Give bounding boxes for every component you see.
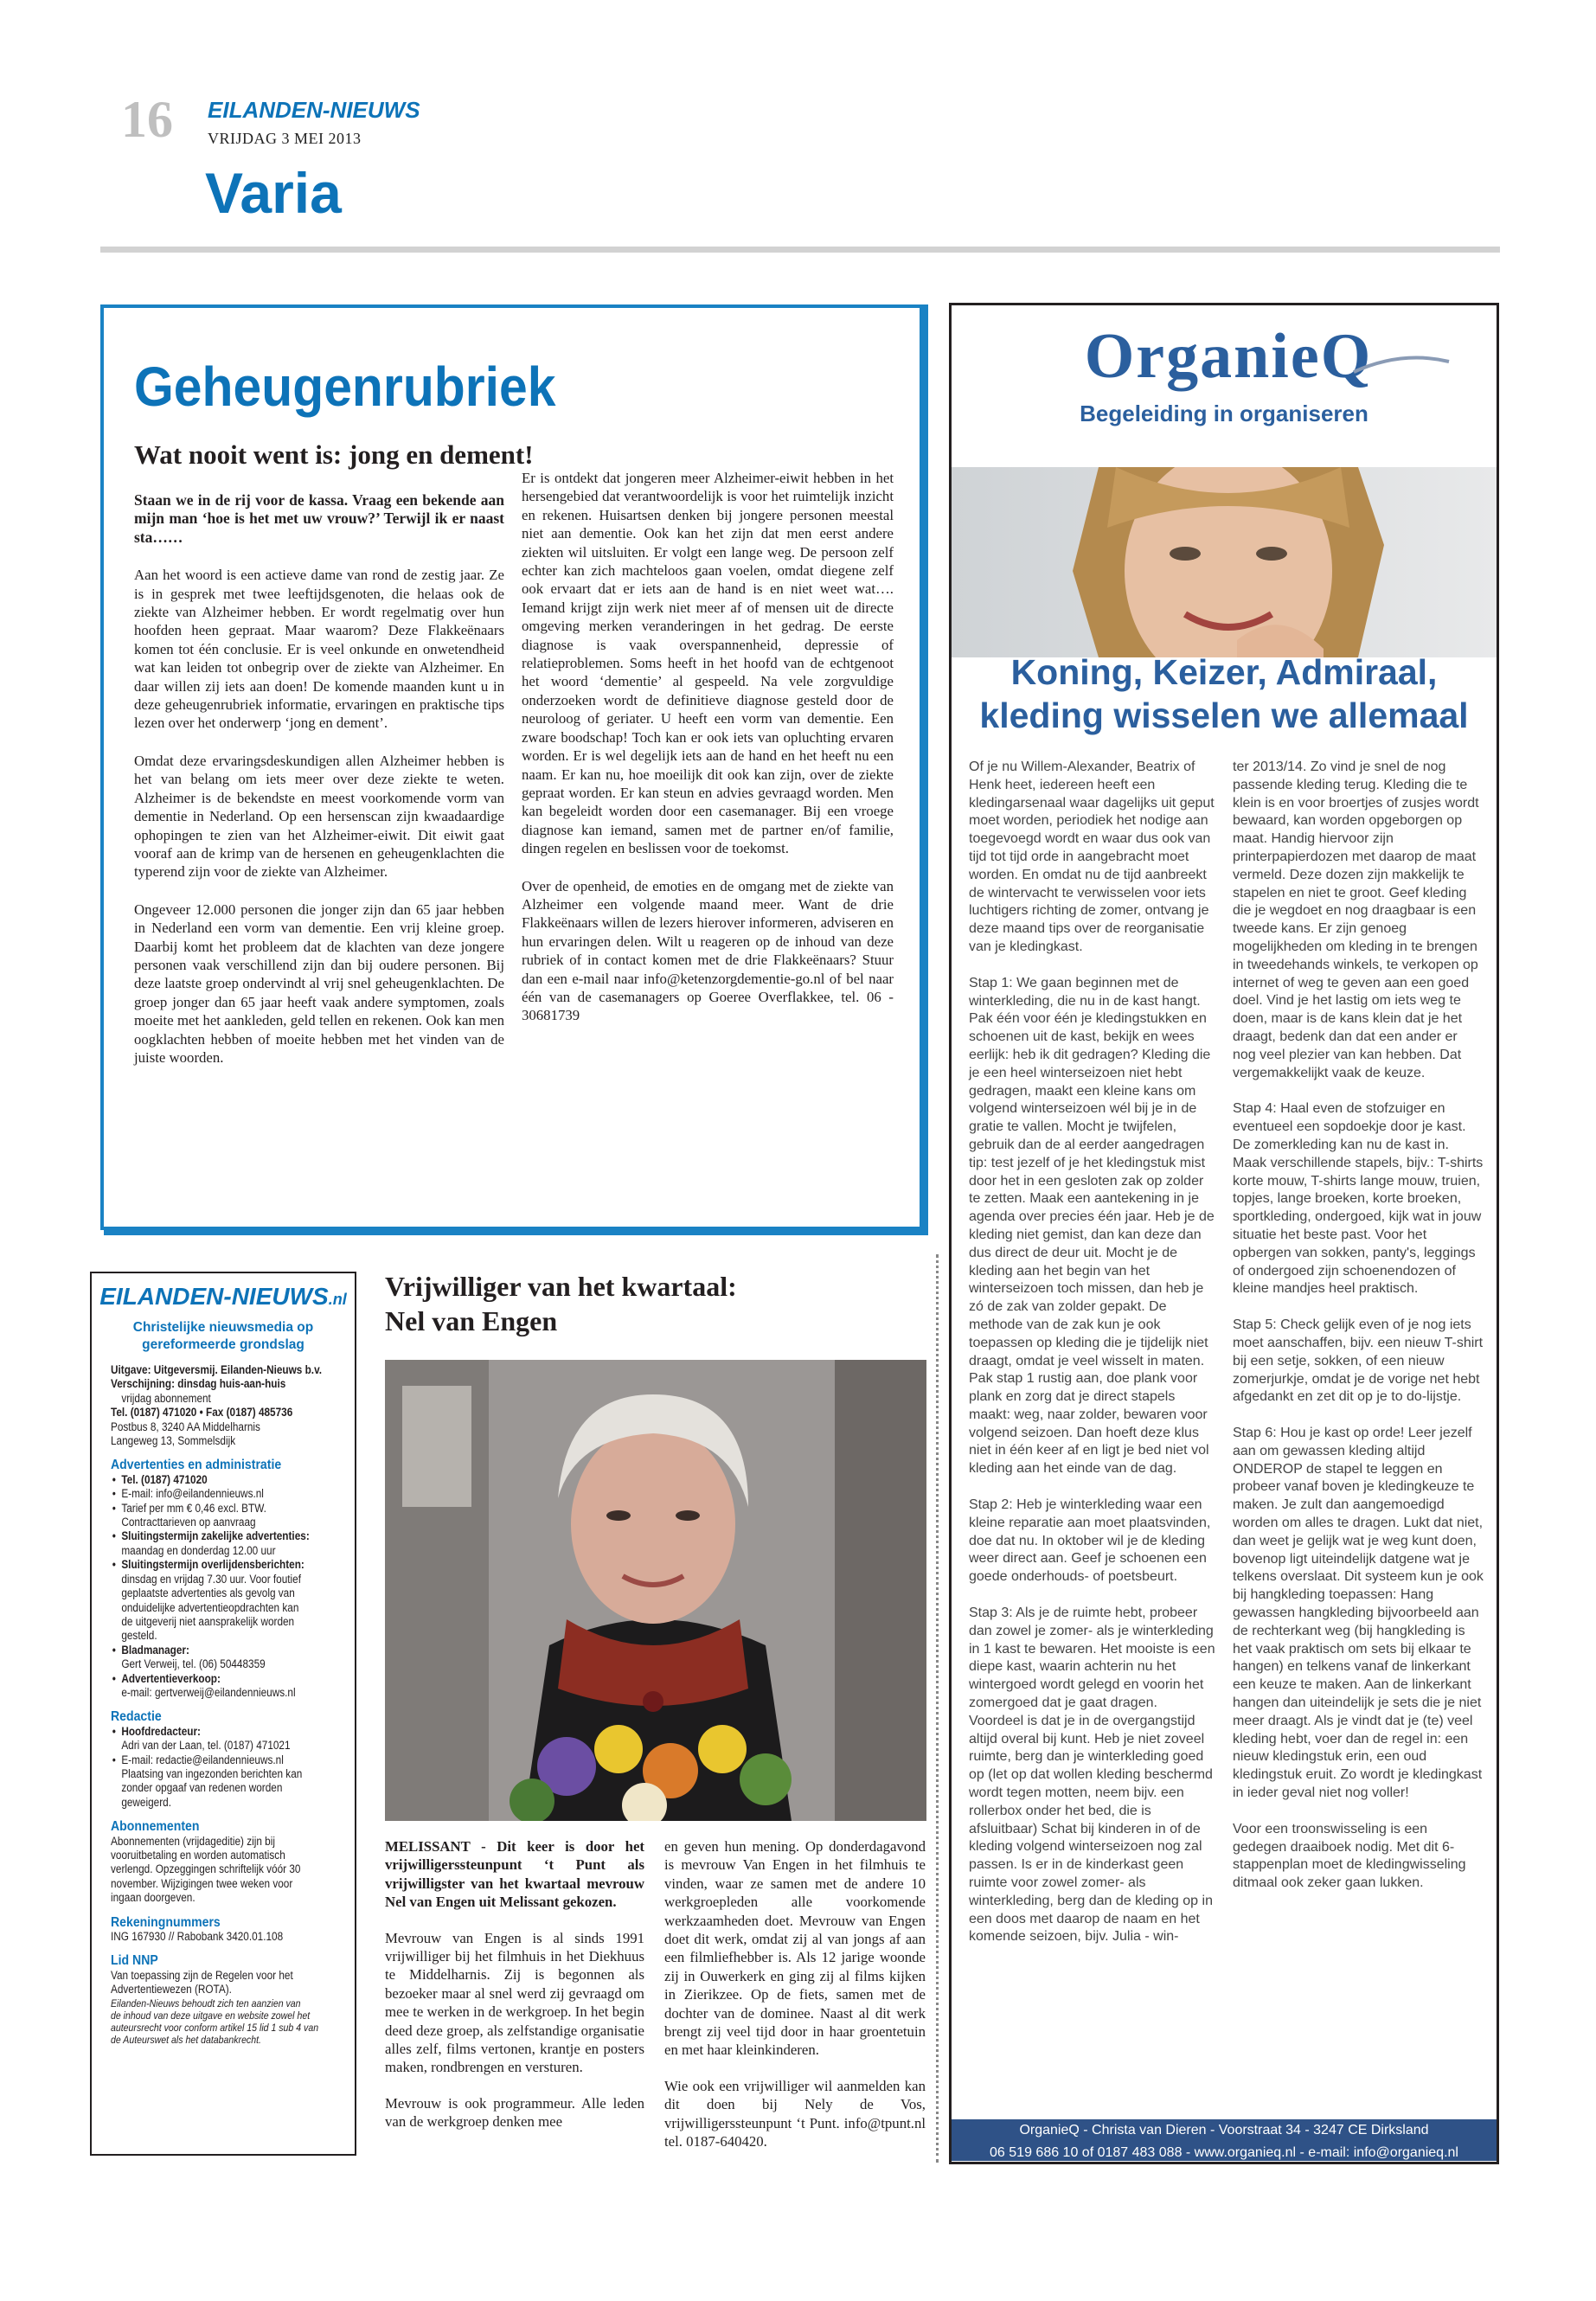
organieq-paragraph: Stap 3: Als je de ruimte hebt, probeer dan zowel je zomer- als je winterkleding in 1 kast te bewaren. Het mooiste is een diepe kast, waarin achterin nu het wintergoed wordt gelegd en voorin het zomergoed dat je gaat dragen. Voordeel is dat je in de overgangstijd altijd overal bij kunt. Heb je niet zoveel ruimte, berg dan je winterkleding goed op (let op dat wollen kleding beschermd wordt tegen motten, neem bijv. een rollerbox onder het bed, die is afsluitbaar) Schat bij kinderen in of de kleding volgend winterseizoen nog zal passen. Is er in de kinderkast geen ruimte voor zowel zomer- als winterkleding, berg dan de kleding op in een doos met daarop de naam en het komende seizoen, bijv. Julia - win-: [969, 1606, 1215, 1945]
column-separator: [936, 1254, 939, 2163]
colophon-line: Verschijning: dinsdag huis-aan-huis: [111, 1377, 286, 1391]
colophon-line: Tel. (0187) 471020 • Fax (0187) 485736: [111, 1406, 293, 1420]
colophon-line: gesteld.: [121, 1629, 157, 1643]
colophon-line: Uitgave: Uitgeversmij. Eilanden-Nieuws b.v.: [111, 1363, 323, 1376]
colophon-line: • Sluitingstermijn zakelijke advertenties:: [121, 1529, 316, 1543]
vrijwilliger-headline-line-2: Nel van Engen: [385, 1305, 558, 1336]
organieq-logo: OrganieQ: [1084, 321, 1373, 392]
vrijwilliger-paragraph: Wie ook een vrijwilliger wil aanmelden kan dit doen bij Nely de Vos, vrijwilligerssteunpunt ‘t Punt. info@tpunt.nl tel. 0187-640420.: [664, 2077, 926, 2150]
organieq-tagline: Begeleiding in organiseren: [1080, 401, 1368, 426]
colophon-logo-name: EILANDEN-NIEUWS: [99, 1283, 329, 1310]
colophon-heading: Lid NNP: [111, 1953, 158, 1969]
geheugen-paragraph: Ongeveer 12.000 personen die jonger zijn dan 65 jaar hebben in Nederland een vorm van dementie. Een vrij kleine groep. Daarbij komt het probleem dat de klachten van deze jongere personen vaak verschillend zijn dan bij oudere personen. Bij deze laatste groep ondervindt al vrij snel geheugenklachten. De groep jonger dan 65 jaar heeft vaak andere symptomen, zoals moeite met het aankleden, geld tellen en rekenen. Ook kan men oogklachten hebben of moeite hebben met het vinden van de juiste woorden.: [134, 901, 504, 1066]
colophon-heading: Advertenties en administratie: [111, 1458, 282, 1473]
geheugen-paragraph: Over de openheid, de emoties en de omgang met de ziekte van Alzheimer een volgende maand meer. Want de drie Flakkeënaars willen de lezers hierover informeren, adviseren en hun ervaringen delen. Wilt u reageren op de inhoud van deze rubriek of in contact komen met de drie Flakkeënaars? Stuur dan een e-mail naar info@ketenzorgdementie-go.nl of bel naar één van de casemanagers op Goeree Overflakkee, tel. 06 - 30681739: [522, 877, 894, 1024]
colophon-line: maandag en donderdag 12.00 uur: [121, 1543, 276, 1557]
geheugen-subtitle: Wat nooit went is: jong en dement!: [134, 439, 534, 470]
vrijwilliger-intro: MELISSANT - Dit keer is door het vrijwilligerssteunpunt ‘t Punt als vrijwilligster van het kwartaal mevrouw Nel van Engen uit Melissant gekozen.: [385, 1838, 644, 1911]
vrijwilliger-photo: [385, 1360, 926, 1821]
vrijwilliger-left-column: [385, 1837, 644, 2149]
colophon-line: • Hoofdredacteur:: [121, 1725, 316, 1739]
geheugen-title: Geheugenrubriek: [134, 356, 556, 418]
colophon-line: de inhoud van deze uitgave en website zowel het: [111, 2009, 311, 2022]
organieq-headline-line-2: kleding wisselen we allemaal: [979, 695, 1469, 735]
colophon-line: ingaan doorgeven.: [111, 1891, 195, 1905]
colophon-logo: [90, 1283, 356, 1311]
vrijwilliger-headline: [385, 1269, 737, 1338]
colophon-line: vooruitbetaling en worden automatisch: [111, 1849, 285, 1862]
organieq-portrait-photo: [952, 467, 1497, 657]
geheugen-left-column: [134, 491, 504, 1086]
colophon-logo-suffix: .nl: [328, 1291, 347, 1308]
colophon-line: Adri van der Laan, tel. (0187) 471021: [121, 1739, 291, 1753]
colophon-line: • Tel. (0187) 471020: [121, 1473, 316, 1487]
organieq-paragraph: Stap 2: Heb je winterkleding waar een kleine reparatie aan moet plaatsvinden, doe dat nu. In oktober wil je de kleding weer direct aan. Geef je schoenen een goede onderhouds- of poetsbeurt.: [969, 1497, 1211, 1585]
geheugen-box-shadow-bottom: [104, 1228, 928, 1235]
vrijwilliger-right-column: [664, 1837, 926, 2169]
geheugen-paragraph: Omdat deze ervaringsdeskundigen allen Alzheimer hebben is het van belang om iets meer over deze ziekte te weten. Alzheimer is de bekendste en meest voorkomende vorm van dementie in Nederland. Op een hersenscan zijn kwaadaardige ophopingen te zien van het Alzheimer-eiwit. Dit eiwit gaat vooraf aan de krimp van de hersenen en geheugenklachten die typerend zijn voor de ziekte van Alzheimer.: [134, 752, 504, 881]
masthead-logo: EILANDEN-NIEUWS: [208, 97, 420, 123]
colophon-line: Postbus 8, 3240 AA Middelharnis: [111, 1420, 260, 1433]
organieq-paragraph: Voor een troonswisseling is een gedegen draaiboek nodig. Met dit 6-stappenplan moet de kledingwisseling ditmaal ook zeker gaan lukken.: [1233, 1821, 1466, 1891]
organieq-paragraph: Of je nu Willem-Alexander, Beatrix of Henk heet, iedereen heeft een kledingarsenaal waar dagelijks uit geput moet worden, periodiek het nodige aan toegevoegd wordt en waar dus ook van tijd tot tijd orde in aangebracht moet worden. En omdat nu de tijd aanbreekt de wintervacht te verwisselen voor iets luchtigers richting de zomer, ontvang je deze maand tips over de reorganisatie van je kledingkast.: [969, 760, 1215, 954]
vrijwilliger-headline-line-1: Vrijwilliger van het kwartaal:: [385, 1271, 737, 1302]
page-number: 16: [121, 91, 173, 148]
colophon-line: vrijdag abonnement: [121, 1391, 211, 1405]
colophon-line: Abonnementen (vrijdageditie) zijn bij: [111, 1834, 275, 1848]
colophon-line: auteursrecht voor conform artikel 15 lid 1 sub 4 van: [111, 2021, 319, 2034]
colophon-line: de uitgeverij niet aansprakelijk worden: [121, 1614, 295, 1628]
colophon-line: Contracttarieven op aanvraag: [121, 1516, 256, 1529]
organieq-paragraph: Stap 6: Hou je kast op orde! Leer jezelf aan om gewassen kleding altijd ONDEROP de stapel te leggen en probeer vanaf boven je kledingkeuze te maken. Je zult dan aangemoedigd worden om alles te dragen. Lukt dat niet, dan weet je gelijk wat je weg kunt doen, bovenop ligt uiteindelijk datgene wat je telkens overslaat. Dit systeem kun je ook bij hangkleding toepassen: Hang gewassen hangkleding bijvoorbeeld aan de rechterkant weg (bij hangkleding is het vaak praktisch om sets bij elkaar te hangen) en telkens vanaf de linkerkant een keuze te maken. Aan de linkerkant hangen dan uiteindelijk je sets die je niet meer draagt. Als je vindt dat je (te) veel kleding hebt, voer dan de regel in: een nieuw kledingstuk erin, een oud kledingstuk eruit. Zo wordt je kledingkast in ieder geval niet nog voller!: [1233, 1426, 1484, 1801]
colophon-line: november. Wijzigingen twee weken voor: [111, 1876, 293, 1890]
colophon-line: • E-mail: redactie@eilandennieuws.nl: [121, 1753, 316, 1767]
colophon-line: onduidelijke advertentieopdrachten kan: [121, 1600, 299, 1614]
colophon-heading: Redactie: [111, 1709, 162, 1725]
header-rule: [100, 247, 1500, 253]
organieq-paragraph: Stap 5: Check gelijk even of je nog iets moet aanschaffen, bijv. een nieuw T-shirt bij een setje, sokken, of een nieuw zomerjurkje, omdat je de vorige net hebt afgedankt en zet dit op je to do-lijstje.: [1233, 1317, 1484, 1405]
organieq-paragraph: Stap 1: We gaan beginnen met de winterkleding, die nu in de kast hangt. Pak één voor één je kledingstukken en schoenen uit de kast, bekijk en wees eerlijk: heb ik dit gedragen? Kleding die je een heel winterseizoen niet hebt gedragen, maakt een kleine kans om volgend winterseizoen wél bij je in de gratie te vallen. Mocht je twijfelen, gebruik dan de al eerder aangedragen tip: test jezelf of je het kledingstuk mist door het in een gesloten zak op zolder te zetten. Maak een aantekening in je agenda over precies één jaar. Heb je de kleding niet gemist, dan kan deze dan dus direct de deur uit. Mocht je de kleding aan het begin van het winterseizoen toch missen, dan heb je zó de zak van zolder gepakt. De methode van de zak kun je ook toepassen op kleding die je tijdelijk niet draagt, omdat je veel wisselt in maten. Pak stap 1 rustig aan, doe plank voor plank en zorg dat je direct stapels maakt: weg, naar zolder, bewaren voor volgend seizoen. Dan hoeft deze klus niet in één keer af en ligt je bed niet vol kleding aan het einde van de dag.: [969, 975, 1215, 1477]
organieq-footer-contact: 06 519 686 10 of 0187 483 088 - www.organieq.nl - e-mail: info@organieq.nl: [990, 2145, 1458, 2160]
colophon-line: • Sluitingstermijn overlijdensberichten:: [121, 1558, 316, 1572]
geheugen-box-shadow-right: [920, 304, 928, 1235]
colophon-heading: Rekeningnummers: [111, 1914, 221, 1930]
geheugen-paragraph: Er is ontdekt dat jongeren meer Alzheimer-eiwit hebben in het hersengebied dat verantwoordelijk is voor het ruimtelijk inzicht en rekenen. Huisartsen denken bij jongere personen meestal niet aan dementie. Ook kan het zijn dat men eerst andere ziekten wil uitsluiten. Er volgt een lange weg. De persoon zelf echter kan zich machteloos gaan voelen, omdat diegene zelf ook ervaart dat er iets aan de hand is en niet weet wat…. Iemand krijgt zijn werk niet meer af of mensen uit de directe omgeving merken veranderingen in het gedrag. De eerste diagnose is vaak overspannenheid, depressie of relatieproblemen. Soms heeft in het hoofd van de echtgenoot het woord ‘dementie’ al gespeeld. Na vele zorgvuldige onderzoeken wordt de definitieve diagnose gesteld door de neuroloog of geriater. U heeft een vorm van dementie. Een zware boodschap! Toch kan er ook iets van opluchting ervaren worden. Er is wel degelijk iets aan de hand en het heeft nu een naam. Er kan nu, hoe moeilijk dit ook kan zijn, over de ziekte gepraat worden. Er kan steun en advies gevraagd worden. Men kan begeleidt worden door een casemanager. Bij een vroege diagnose kan iemand, samen met de partner en/of familie, dingen regelen en beslissen voor de toekomst.: [522, 470, 894, 857]
organieq-footer-address: OrganieQ - Christa van Dieren - Voorstraat 34 - 3247 CE Dirksland: [1019, 2123, 1429, 2138]
colophon-line: verlengd. Opzeggingen schriftelijk vóór 30: [111, 1862, 301, 1876]
colophon-line: Advertentiewezen (ROTA).: [111, 1983, 232, 1997]
colophon-line: geweigerd.: [121, 1795, 171, 1809]
geheugen-paragraph: Aan het woord is een actieve dame van rond de zestig jaar. Ze is in gesprek met twee leeftijdsgenoten, die helaas ook de ziekte van Alzheimer hebben. Er wordt regelmatig over hun hoofden heen gepraat. Maar waarom? Deze Flakkeënaars komen tot één conclusie. Er is veel onkunde en onwetendheid wat kan leiden tot onbegrip over de ziekte van Alzheimer. En daar willen zij iets aan doen! De komende maanden kunt u in deze geheugenrubriek informatie, ervaringen en praktische tips lezen over het onderwerp ‘jong en dement’.: [134, 567, 504, 732]
vrijwilliger-paragraph: Mevrouw is ook programmeur. Alle leden van de werkgroep denken mee: [385, 2094, 644, 2131]
colophon-line: Plaatsing van ingezonden berichten kan: [121, 1766, 303, 1780]
colophon-line: • Advertentieverkoop:: [121, 1672, 316, 1686]
organieq-left-column: [969, 759, 1215, 1965]
colophon-line: • Tarief per mm € 0,46 excl. BTW.: [121, 1502, 316, 1516]
colophon-line: Langeweg 13, Sommelsdijk: [111, 1434, 236, 1448]
organieq-paragraph: ter 2013/14. Zo vind je snel de nog passende kleding terug. Kleding die te klein is en voor broertjes of zusjes wordt bewaard, kan worden opgeborgen op maat. Handig hiervoor zijn printerpapierdozen met daarop de maat vermeld. Deze dozen zijn makkelijk te stapelen en niet te groot. Geef kleding die je wegdoet en nog draagbaar is een tweede kans. Er zijn genoeg mogelijkheden om kleding in te brengen in tweedehands winkels, te verkopen op internet of weg te geven aan een goed doel. Vind je het lastig om iets weg te doen, maar is de kans klein dat je het draagt, bedenk dan dat een ander er nog veel plezier van kan hebben. Dat vergemakkelijkt vaak de keuze.: [1233, 760, 1479, 1080]
organieq-swoosh-icon: [1349, 346, 1453, 381]
section-title: Varia: [205, 161, 342, 225]
colophon-line: • Bladmanager:: [121, 1644, 316, 1657]
geheugen-intro: Staan we in de rij voor de kassa. Vraag een bekende aan mijn man ‘hoe is het met uw vrouw?’ Terwijl ik er naast sta……: [134, 491, 504, 546]
colophon-line: Van toepassing zijn de Regelen voor het: [111, 1968, 293, 1982]
organieq-paragraph: Stap 4: Haal even de stofzuiger en eventueel een sopdoekje door je kast. De zomerkleding kan nu de kast in. Maak verschillende stapels, bijv.: T-shirts korte mouw, T-shirts lange mouw, truien, topjes, lange broeken, korte broeken, sportkleding, ondergoed, kijk wat in jouw situatie het beste past. Voor het opbergen van sokken, panty's, leggings of ondergoed zijn schoenendozen of kleine mandjes heel praktisch.: [1233, 1101, 1484, 1297]
masthead-date: VRIJDAG 3 MEI 2013: [208, 130, 362, 147]
vrijwilliger-paragraph: en geven hun mening. Op donderdagavond is mevrouw Van Engen in het filmhuis te vinden, waar ze samen met de andere 10 werkgroepleden alle voorkomende werkzaamheden doet. Mevrouw van Engen doet dit werk, omdat zij al van jongs af aan een filmliefhebber is. Als 12 jarige woonde zij in Ouwerkerk en ging zij al films kijken in Zierikzee. Op de fiets, samen met de dochter van de dominee. Naast al dit werk brengt zij veel tijd door in haar groentetuin en met haar kleinkinderen.: [664, 1838, 926, 2059]
organieq-headline: [952, 651, 1497, 737]
colophon-info: [111, 1363, 323, 2046]
colophon-line: ING 167930 // Rabobank 3420.01.108: [111, 1930, 284, 1944]
colophon-line: zonder opgaaf van redenen worden: [121, 1781, 283, 1795]
colophon-heading: Abonnementen: [111, 1819, 200, 1835]
colophon-line: geplaatste advertenties als gevolg van: [121, 1586, 295, 1600]
colophon-line: e-mail: gertverweij@eilandennieuws.nl: [121, 1685, 296, 1699]
geheugen-right-column: [522, 469, 894, 1044]
colophon-line: dinsdag en vrijdag 7.30 uur. Voor foutief: [121, 1572, 301, 1586]
colophon-line: • E-mail: info@eilandennieuws.nl: [121, 1487, 316, 1501]
colophon-line: Eilanden-Nieuws behoudt zich ten aanzien van: [111, 1997, 301, 2009]
organieq-right-column: [1233, 759, 1484, 1911]
colophon-line: de Auteurswet als het databankrecht.: [111, 2033, 261, 2046]
organieq-headline-line-1: Koning, Keizer, Admiraal,: [1010, 652, 1438, 692]
vrijwilliger-paragraph: Mevrouw van Engen is al sinds 1991 vrijwilliger bij het filmhuis in het Diekhuus te Middelharnis. Zij is begonnen als bezoeker maar al snel werd zij gevraagd om mee te werken in de werkgroep. In het begin deed deze groep, als zelfstandige organisatie alles zelf, films vertonen, krantje en posters maken, rondbrengen en versturen.: [385, 1929, 644, 2076]
colophon-line: Gert Verweij, tel. (06) 50448359: [121, 1657, 266, 1671]
colophon-tagline: Christelijke nieuwsmedia op gereformeerde grondslag: [132, 1320, 314, 1352]
